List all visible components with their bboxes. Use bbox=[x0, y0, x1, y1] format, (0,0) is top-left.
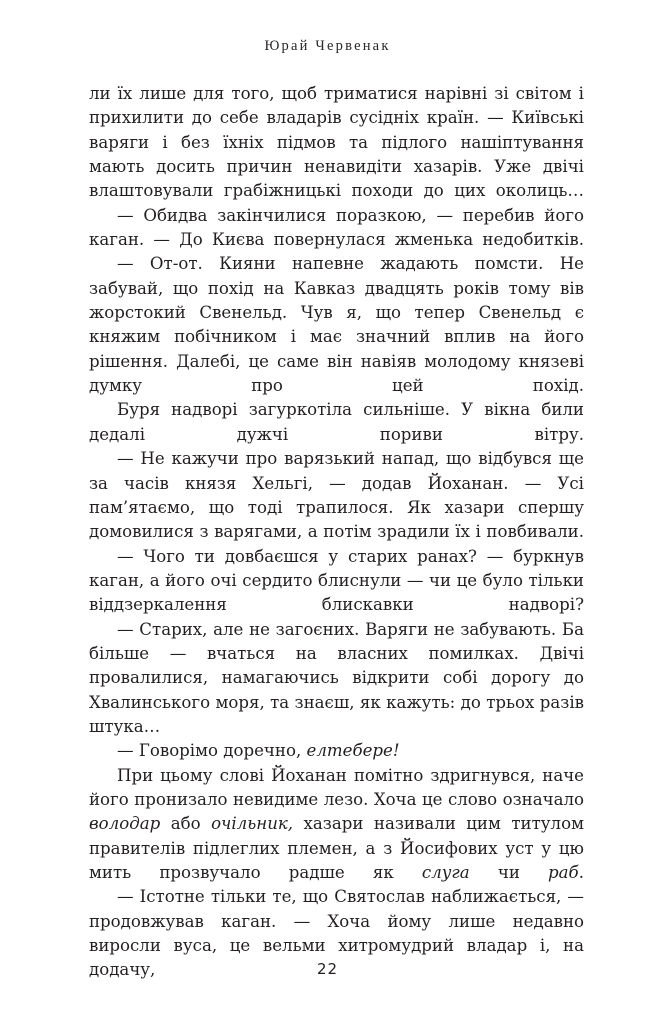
narration-text-d: чи bbox=[469, 863, 549, 882]
paragraph-continuation: ли їх лише для того, щоб триматися нарівні зі світом і прихилити до себе владарів сусідніх країн. — Київські варяги і без їхніх підмов та підлого нашіптування мають досить причин ненавидіти хазарів. Уже двічі влаштовували грабіжницькі походи до цих околиць… bbox=[89, 84, 584, 201]
italic-term-ochilnyk: очільник, bbox=[211, 814, 294, 834]
paragraph-dialogue-1: — Обидва закінчилися поразкою, — перебив його каган. — До Києва повернулася жменька недобитків. bbox=[89, 205, 584, 250]
paragraph-narration-2 bbox=[89, 764, 584, 886]
paragraph-dialogue-4: — Чого ти довбаєшся у старих ранах? — буркнув каган, а його очі сердито блиснули — чи це було тільки віддзеркалення блискавки надворі? bbox=[89, 546, 584, 615]
narration-text-e: . bbox=[578, 863, 584, 882]
page-body bbox=[89, 82, 584, 983]
italic-term-sluha: слуга bbox=[421, 863, 470, 882]
paragraph-dialogue-6 bbox=[89, 739, 584, 763]
italic-term-eltebere: елтебере! bbox=[306, 741, 400, 761]
italic-term-rab: раб bbox=[548, 863, 579, 882]
narration-text-b: або bbox=[160, 814, 212, 834]
paragraph-narration-1: Буря надворі загуркотіла сильніше. У вікна били дедалі дужчі пориви вітру. bbox=[89, 400, 584, 444]
narration-text-c: хазари називали цим титулом правителів підлеглих племен, а з Йосифових уст у цю мить прозвучало радше як bbox=[89, 814, 584, 882]
running-header: Юрай Червенак bbox=[264, 38, 391, 54]
paragraph-dialogue-2: — От-от. Кияни напевне жадають помсти. Не забувай, що похід на Кавказ двадцять років тому вів жорстокий Свенельд. Чув я, що тепер Свенельд є княжим побічником і має значний вплив на його рішення. Далебі, це саме він навіяв молодому князеві думку про цей похід. bbox=[89, 254, 584, 396]
paragraph-dialogue-7: — Істотне тільки те, що Святослав наближається, — продовжував каган. — Хоча йому лише недавно виросли вуса, це вельми хитромудрий владар і, на додачу, bbox=[89, 887, 584, 980]
paragraph-dialogue-5: — Старих, але не загоєних. Варяги не забувають. Ба більше — вчаться на власних помилках. Двічі провалилися, намагаючись відкрити собі дорогу до Хвалинського моря, та знаєш, як кажуть: до трьох разів штука… bbox=[89, 619, 584, 736]
italic-term-volodar: володар bbox=[89, 814, 161, 834]
page-number: 22 bbox=[316, 960, 339, 978]
paragraph-dialogue-3: — Не кажучи про варязький напад, що відбувся ще за часів князя Хельгі, — додав Йоханан. — Усі пам’ятаємо, що тоді трапилося. Як хазари спершу домовилися з варягами, а потім зрадили їх і повбивали. bbox=[89, 449, 584, 542]
narration-text-a: При цьому слові Йоханан помітно здригнувся, наче його пронизало невидиме лезо. Хоча це слово означало bbox=[89, 765, 584, 809]
dialogue-text: — Говорімо доречно, bbox=[117, 741, 307, 761]
